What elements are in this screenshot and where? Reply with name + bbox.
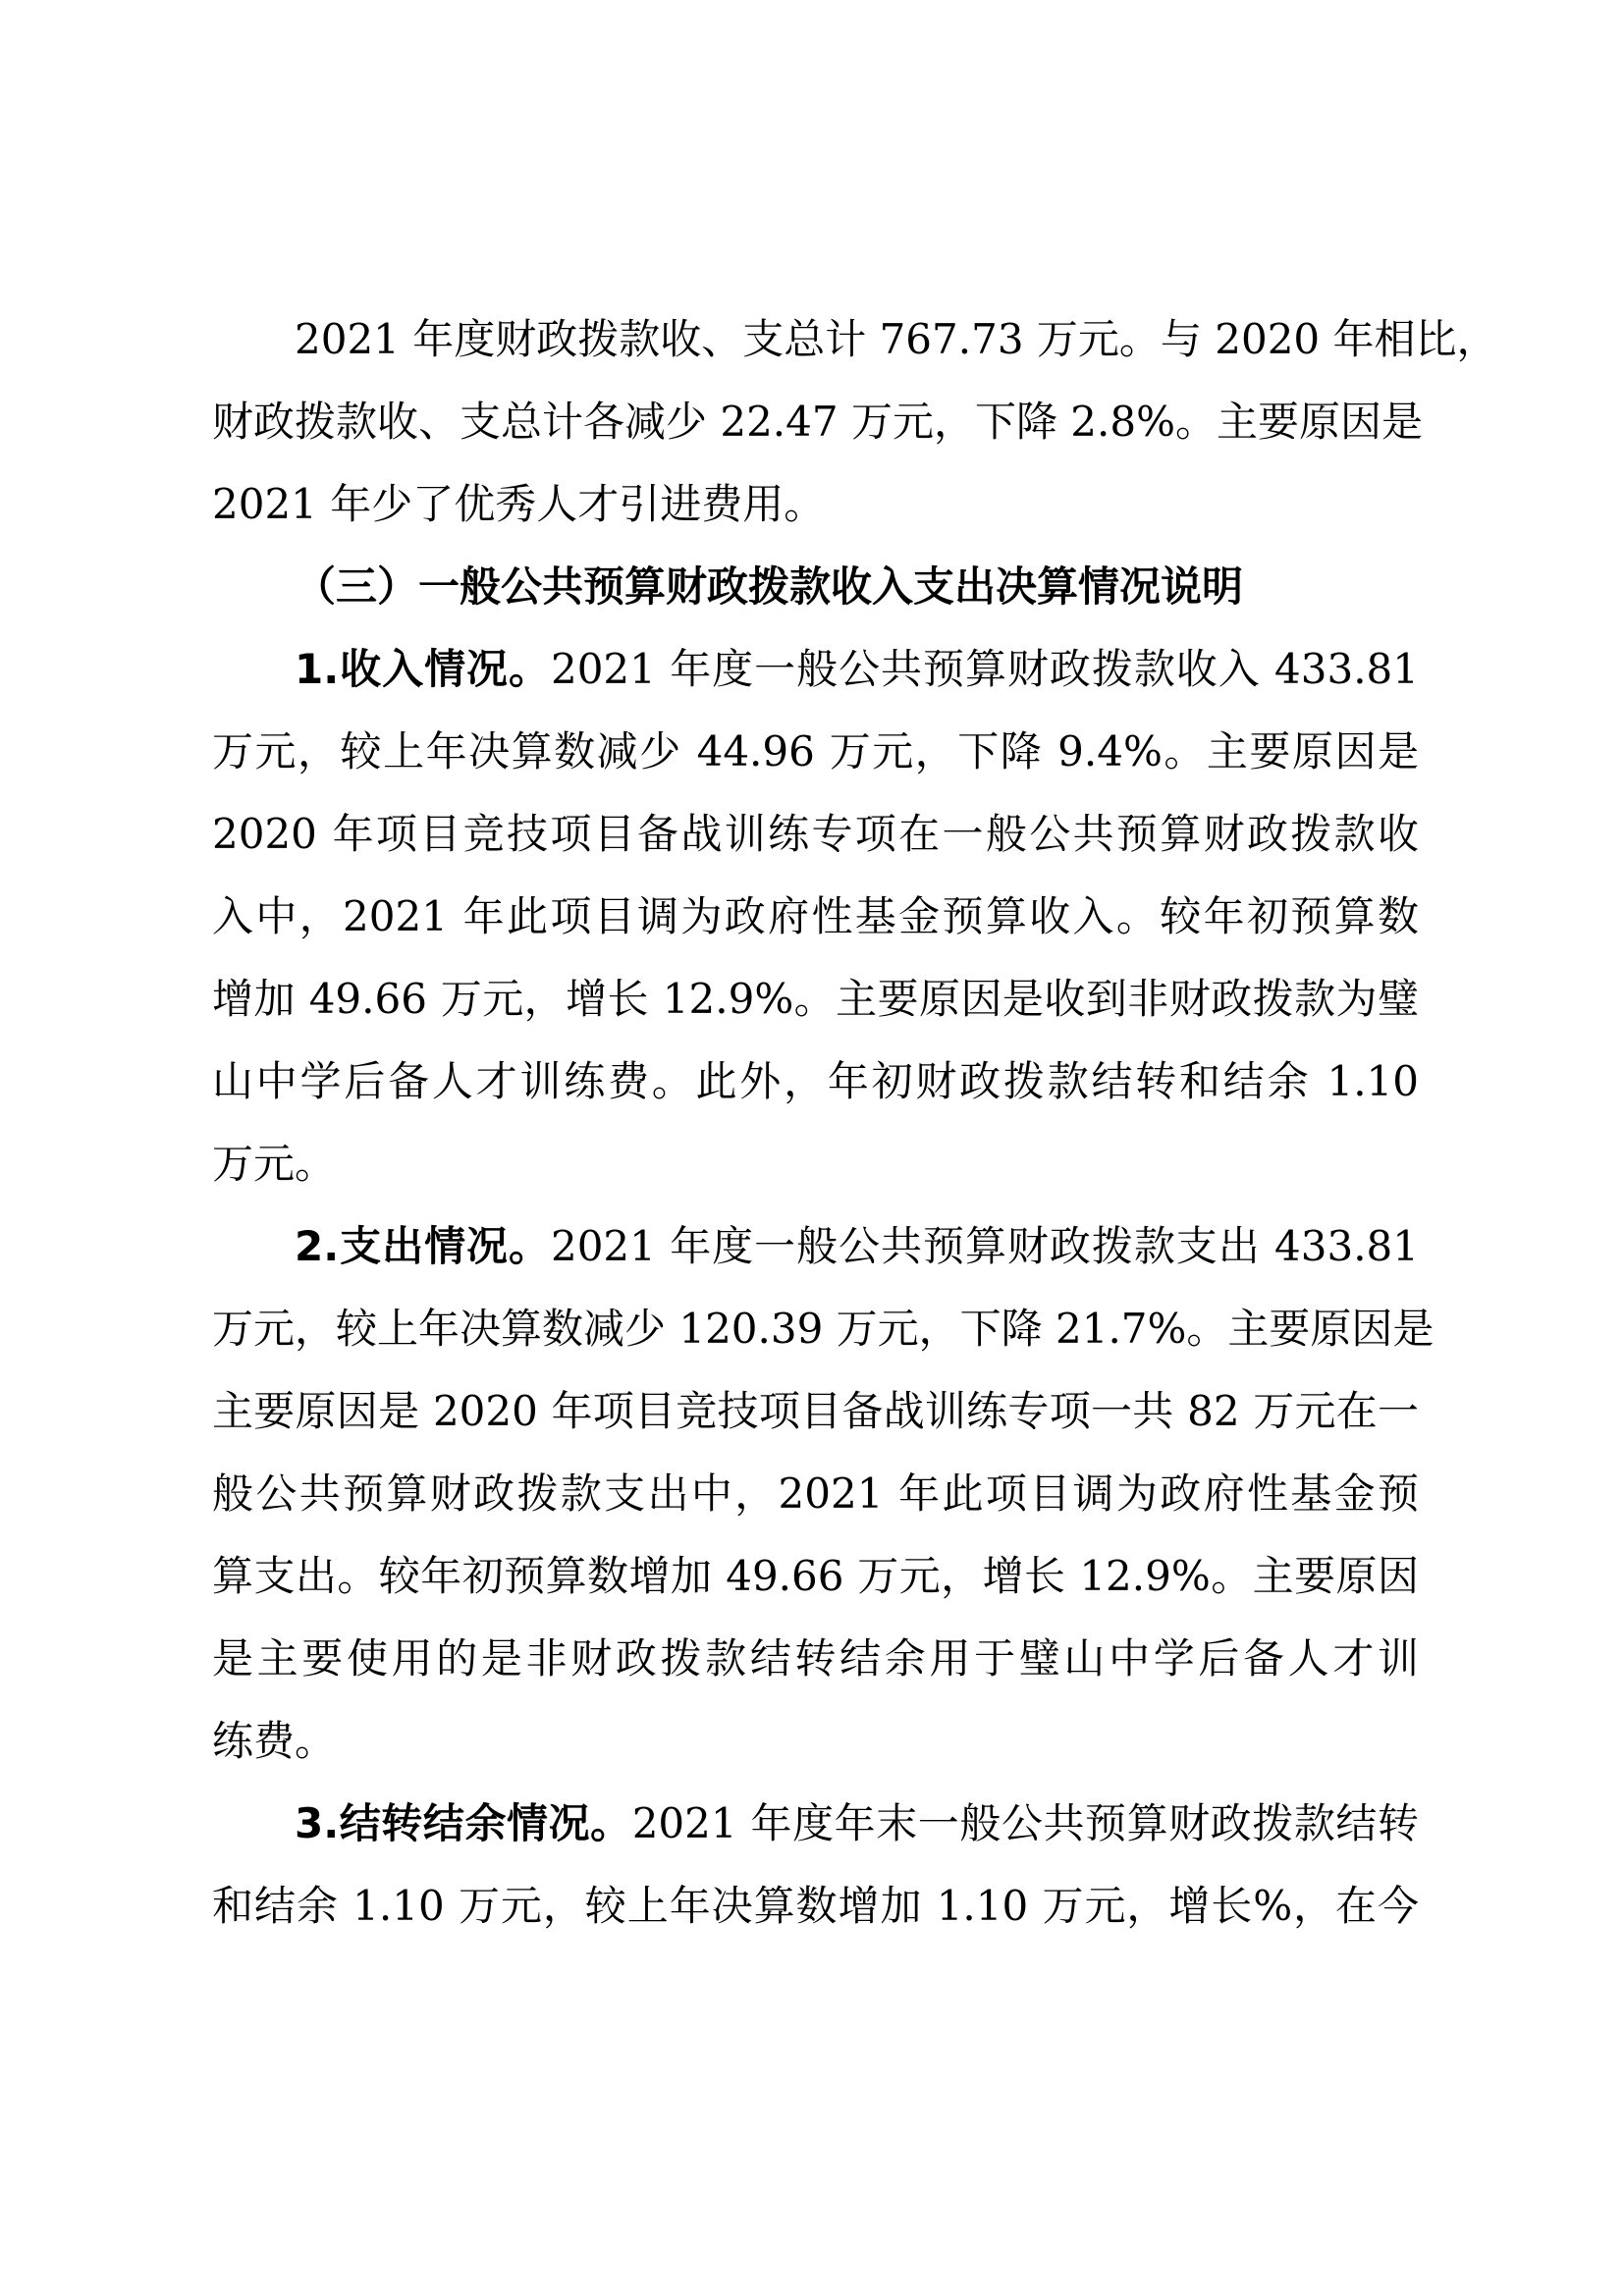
paragraph-2-line-6: 山中学后备人才训练费。此外，年初财政拨款结转和结余 1.10: [212, 1057, 1419, 1105]
paragraph-2-line-3: 2020 年项目竞技项目备战训练专项在一般公共预算财政拨款收: [212, 810, 1419, 858]
paragraph-3-line-4: 般公共预算财政拨款支出中，2021 年此项目调为政府性基金预: [212, 1469, 1419, 1518]
paragraph-2-line-5: 增加 49.66 万元，增长 12.9%。主要原因是收到非财政拨款为璧: [212, 975, 1419, 1023]
paragraph-3-line-6: 是主要使用的是非财政拨款结转结余用于璧山中学后备人才训: [212, 1634, 1419, 1682]
paragraph-2-lead: 1.收入情况。: [295, 645, 551, 693]
paragraph-1-line-2: 财政拨款收、支总计各减少 22.47 万元，下降 2.8%。主要原因是: [212, 398, 1423, 446]
paragraph-3-line-5: 算支出。较年初预算数增加 49.66 万元，增长 12.9%。主要原因: [212, 1552, 1419, 1600]
paragraph-1-line-1: 2021 年度财政拨款收、支总计 767.73 万元。与 2020 年相比，: [295, 315, 1498, 363]
paragraph-2-line-1-text: 2021 年度一般公共预算财政拨款收入 433.81: [550, 645, 1419, 693]
paragraph-2-line-4: 入中，2021 年此项目调为政府性基金预算收入。较年初预算数: [212, 892, 1419, 940]
paragraph-4-line-1-text: 2021 年度年末一般公共预算财政拨款结转: [631, 1799, 1419, 1847]
paragraph-2-line-2: 万元，较上年决算数减少 44.96 万元，下降 9.4%。主要原因是: [212, 727, 1419, 775]
paragraph-3-line-1-text: 2021 年度一般公共预算财政拨款支出 433.81: [550, 1222, 1419, 1270]
paragraph-1-line-3: 2021 年少了优秀人才引进费用。: [212, 480, 826, 528]
paragraph-4-line-1: [295, 1794, 1419, 1853]
paragraph-3-line-3: 主要原因是 2020 年项目竞技项目备战训练专项一共 82 万元在一: [212, 1387, 1419, 1435]
paragraph-2-line-1: [295, 640, 1419, 699]
paragraph-3-line-2: 万元，较上年决算数减少 120.39 万元，下降 21.7%。主要原因是: [212, 1305, 1435, 1353]
paragraph-3-line-1: [295, 1217, 1419, 1276]
section-heading: （三）一般公共预算财政拨款收入支出决算情况说明: [295, 562, 1244, 611]
paragraph-3-line-7: 练费。: [212, 1717, 337, 1765]
paragraph-4-lead: 3.结转结余情况。: [295, 1799, 632, 1847]
paragraph-4-line-2: 和结余 1.10 万元，较上年决算数增加 1.10 万元，增长%，在今: [212, 1882, 1419, 1930]
paragraph-3-lead: 2.支出情况。: [295, 1222, 551, 1270]
paragraph-2-line-7: 万元。: [212, 1140, 337, 1188]
